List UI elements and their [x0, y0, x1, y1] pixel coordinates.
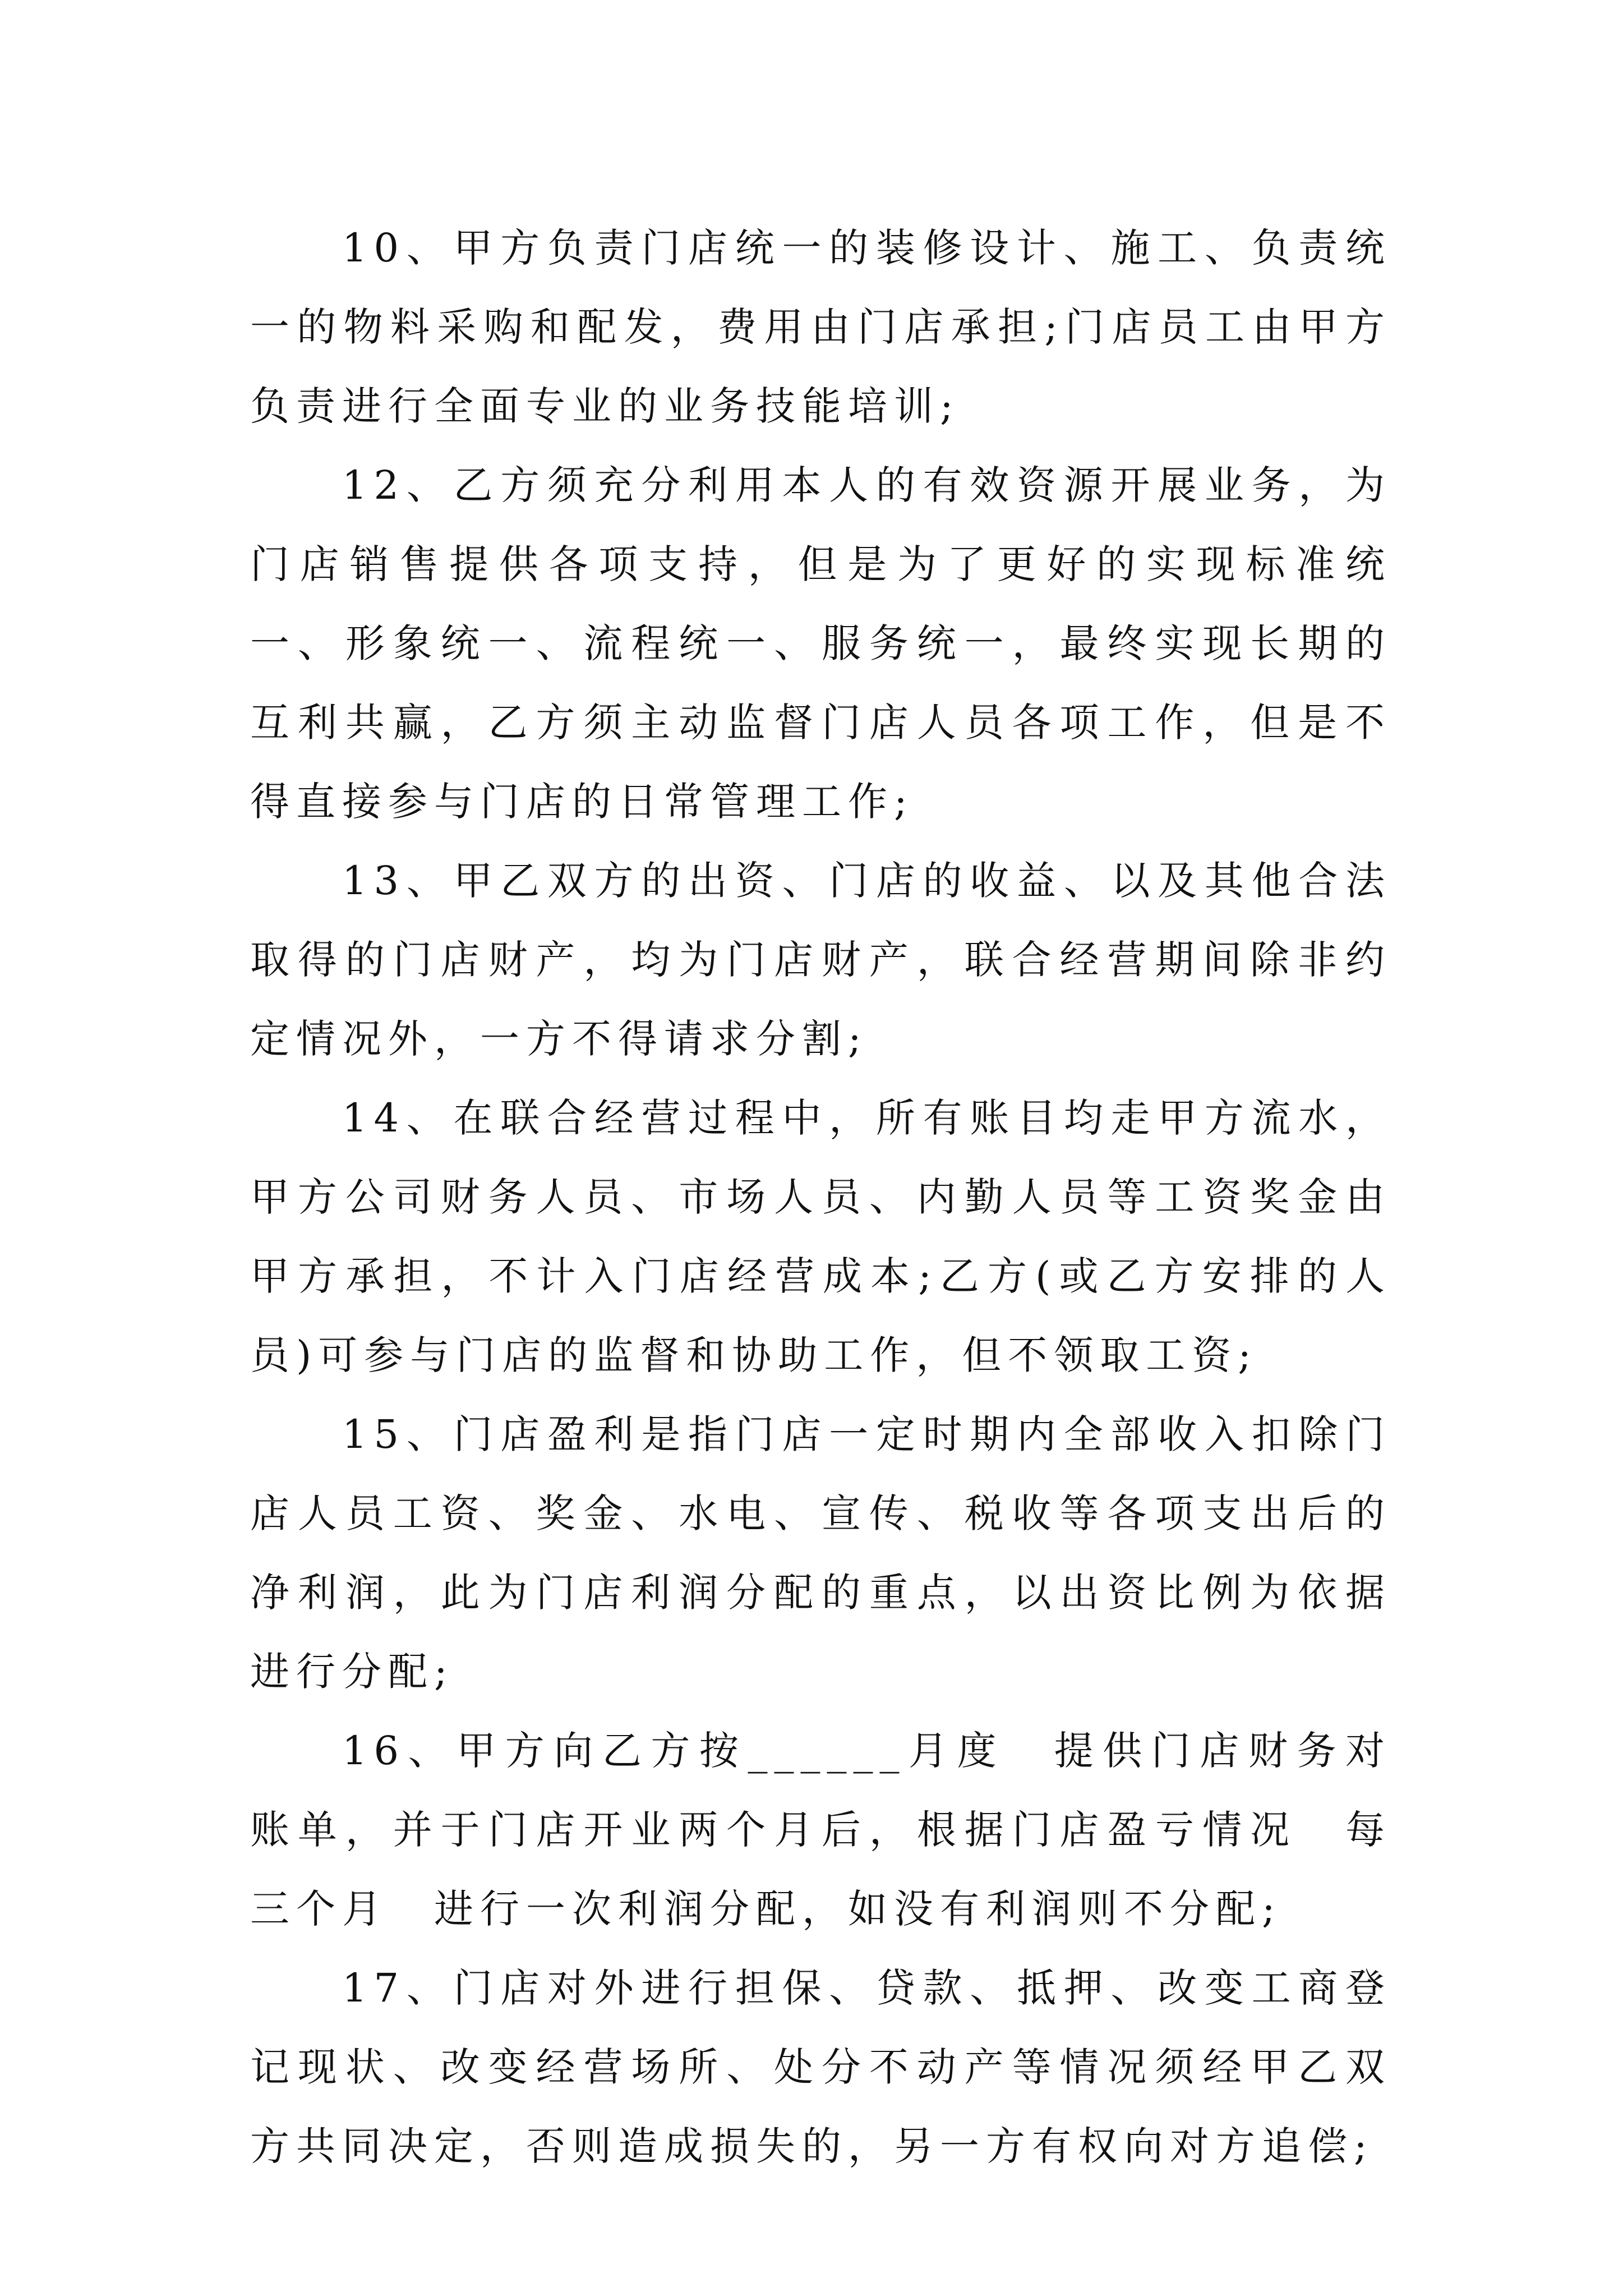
- clause-10: 10、甲方负责门店统一的装修设计、施工、负责统一的物料采购和配发，费用由门店承担;门店员工由甲方负责进行全面专业的业务技能培训;: [250, 225, 1391, 429]
- clause-15: 15、门店盈利是指门店一定时期内全部收入扣除门店人员工资、奖金、水电、宣传、税收等各项支出后的净利润，此为门店利润分配的重点，以出资比例为依据进行分配;: [250, 1411, 1391, 1695]
- clause-13: 13、甲乙双方的出资、门店的收益、以及其他合法取得的门店财产，均为门店财产，联合经营期间除非约定情况外，一方不得请求分割;: [250, 858, 1391, 1062]
- clause-16: 16、甲方向乙方按______月度 提供门店财务对账单，并于门店开业两个月后，根据门店盈亏情况 每三个月 进行一次利润分配，如没有利润则不分配;: [250, 1728, 1391, 1932]
- document-body: [250, 209, 1391, 2186]
- clause-12: 12、乙方须充分利用本人的有效资源开展业务，为门店销售提供各项支持，但是为了更好的实现标准统一、形象统一、流程统一、服务统一，最终实现长期的互利共赢，乙方须主动监督门店人员各项工作，但是不得直接参与门店的日常管理工作;: [250, 462, 1391, 825]
- clause-14: 14、在联合经营过程中，所有账目均走甲方流水，甲方公司财务人员、市场人员、内勤人员等工资奖金由甲方承担，不计入门店经营成本;乙方(或乙方安排的人员)可参与门店的监督和协助工作，但不领取工资;: [250, 1095, 1391, 1378]
- clause-17: 17、门店对外进行担保、贷款、抵押、改变工商登记现状、改变经营场所、处分不动产等情况须经甲乙双方共同决定，否则造成损失的，另一方有权向对方追偿;: [250, 1965, 1391, 2169]
